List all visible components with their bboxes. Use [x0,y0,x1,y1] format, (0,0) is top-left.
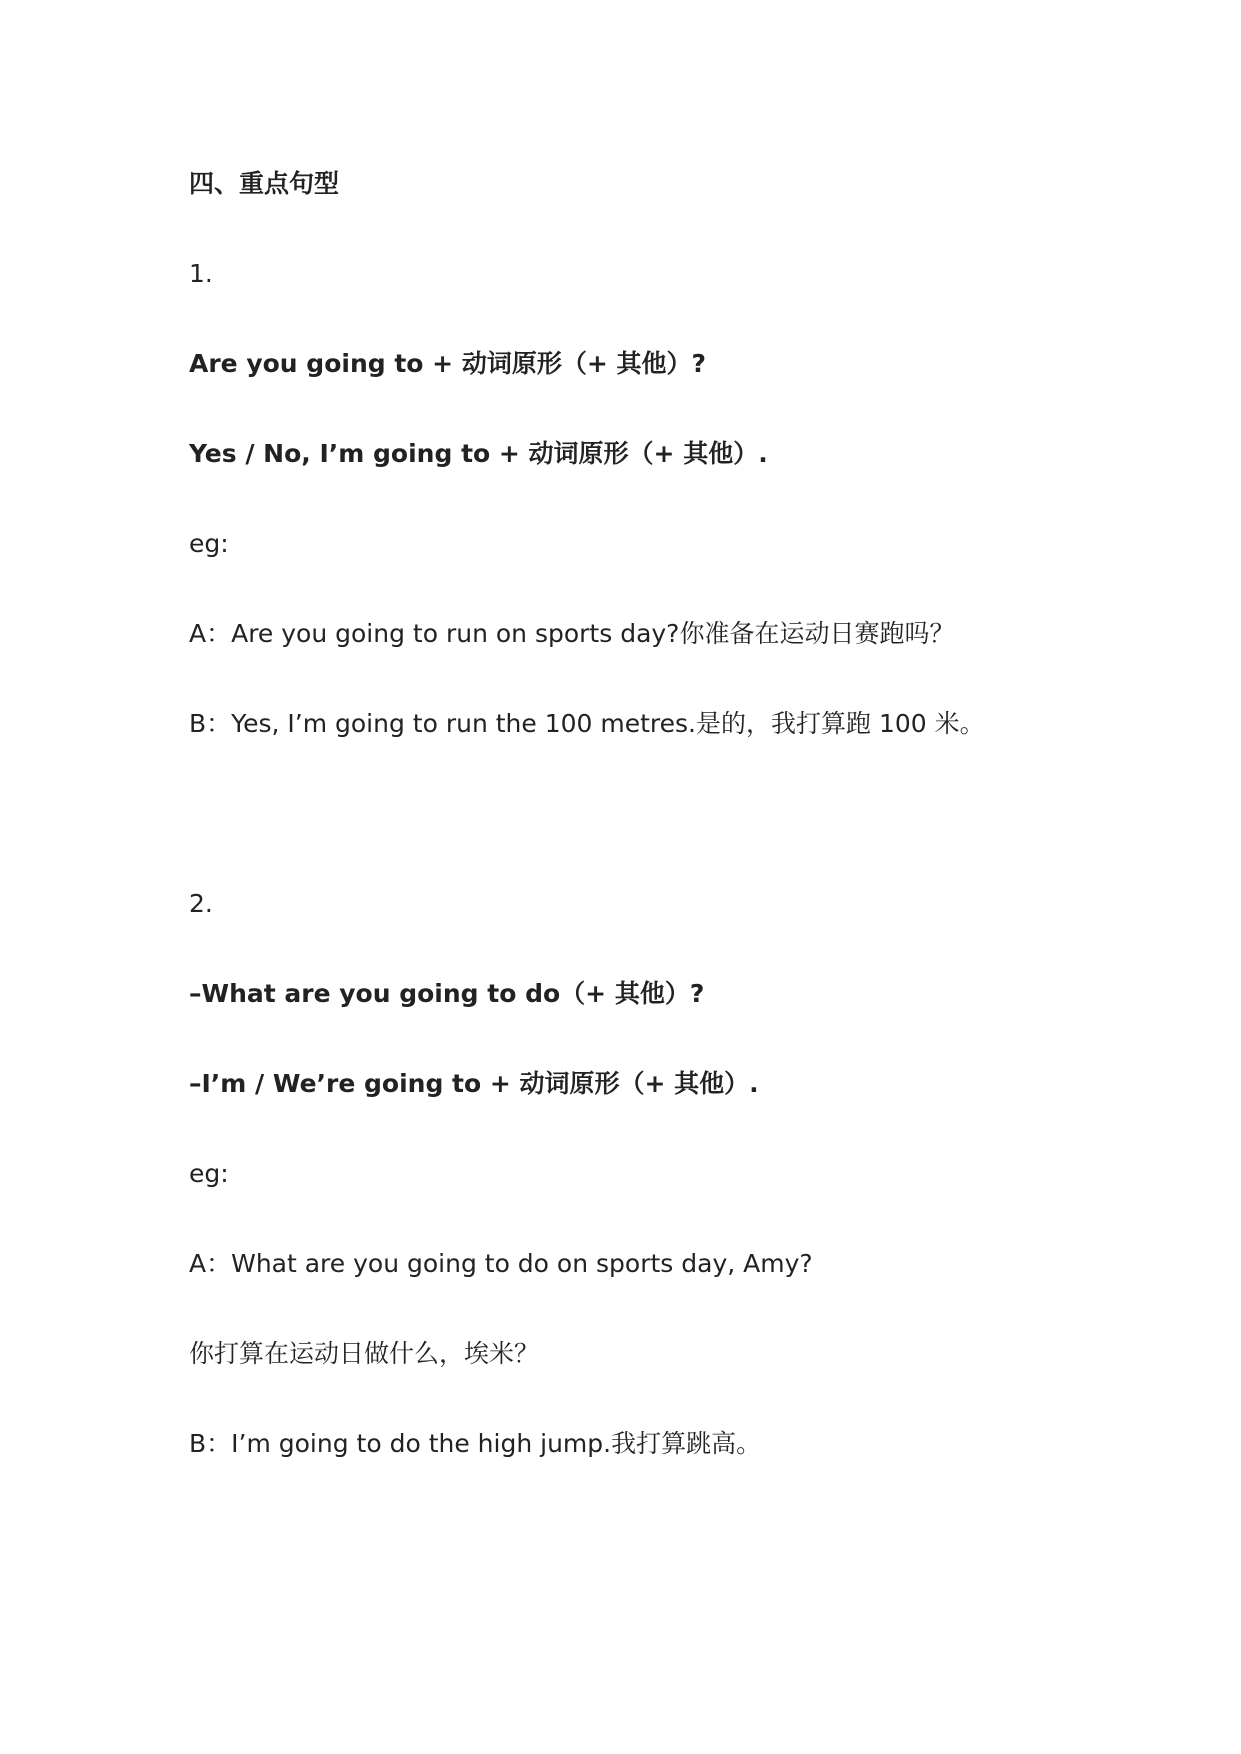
example-line-a-2: A：What are you going to do on sports day, Amy? [189,1249,813,1278]
sentence-pattern-answer-1: Yes / No, I’m going to + 动词原形（+ 其他）. [189,439,768,468]
sentence-pattern-question-1: Are you going to + 动词原形（+ 其他）? [189,349,706,378]
item-number-2: 2. [189,889,213,918]
example-translation-a-2: 你打算在运动日做什么，埃米？ [189,1339,540,1368]
sentence-pattern-question-2: –What are you going to do（+ 其他）? [189,979,705,1008]
example-label-2: eg: [189,1159,229,1188]
example-line-a-1: A：Are you going to run on sports day?你准备在运动日赛跑吗？ [189,619,955,648]
example-line-b-2: B：I’m going to do the high jump.我打算跳高。 [189,1429,762,1458]
section-heading: 四、重点句型 [189,169,340,198]
example-label-1: eg: [189,529,229,558]
item-number-1: 1. [189,259,213,288]
example-line-b-1: B：Yes, I’m going to run the 100 metres.是的，我打算跑 100 米。 [189,709,985,738]
sentence-pattern-answer-2: –I’m / We’re going to + 动词原形（+ 其他）. [189,1069,759,1098]
